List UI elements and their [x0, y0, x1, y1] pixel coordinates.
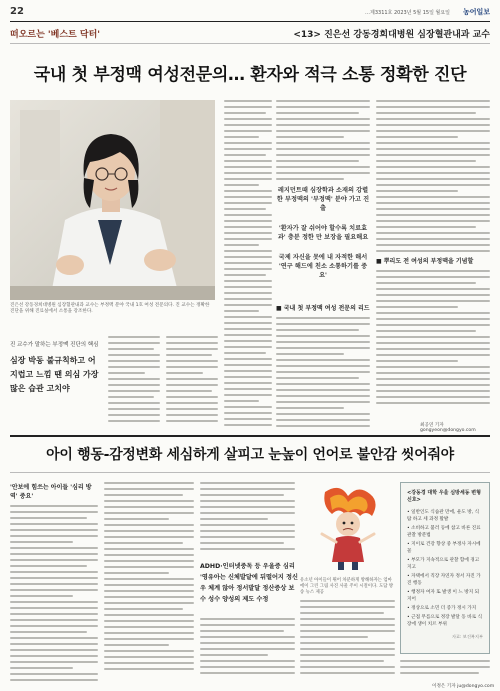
article2-column-4	[300, 600, 395, 682]
article-column-1	[224, 100, 272, 430]
subhead: ■ 국내 첫 부정맥 여성 전문의 리드	[276, 305, 370, 312]
kicker-rule	[10, 43, 490, 44]
article-column-2-top	[276, 100, 370, 182]
article2-column-1	[10, 482, 98, 682]
article2-column-5	[400, 660, 490, 684]
article-column-lower-1	[108, 336, 160, 430]
illustration-caption: 유소년 아이들이 뛰어 차분하게 방해하자는 엄마 에이 그린 그림 사진 사물 주이 시절이다. 도담 방송 뉴스 제공	[300, 578, 394, 595]
article-column-2-bottom	[276, 300, 370, 430]
sidebar-item: • 정상으로 소민 더 증가 정시 가지	[407, 606, 477, 611]
series-title: <13> 진은선 강동경희대병원 심장혈관내과 교수	[293, 30, 490, 40]
second-headline: 아이 행동-감정변화 세심하게 살피고 눈높이 언어로 불안감 씻어줘야	[46, 447, 454, 463]
article-column-lower-2	[166, 336, 218, 430]
article-column-3	[376, 100, 490, 430]
article2-column-3-bottom	[200, 618, 295, 682]
sidebar-title: <강동경 대학 우울 심방세동 변형 신호>	[407, 490, 481, 503]
byline: 최공연 기자 gongyeon@dongyo.com	[420, 423, 476, 433]
issue-info: …제3311호 2023년 5월 15일 월요일	[365, 10, 450, 16]
info-sidebar	[400, 482, 490, 654]
subhead: ■ 뿌리도 전 여성의 부정맥을 기념할	[376, 258, 474, 265]
doctor-photo	[10, 100, 215, 300]
pull-quotes	[276, 186, 370, 283]
article2-pull-quote	[200, 561, 300, 605]
article2-column-2	[104, 482, 194, 682]
sidebar-item: • 행정자 여자 또 발생 이 느 방지 되 지어	[407, 590, 480, 602]
main-headline: 국내 첫 부정맥 여성전문의… 환자와 적극 소통 정확한 진단	[33, 65, 467, 85]
sidebar-item: • 일반인도 식습관 만에, 운도 방, 식탐 하고 세 과정 활발	[407, 510, 480, 522]
article2-section-title: '안보에 힘쓰는 아이들 '심리 방역' 중요'	[10, 484, 92, 500]
sidebar-source: 자료: 보건복지부	[451, 634, 483, 639]
sidebar-item: • 근접 무를으로 정장 발달 동 바로 식장에 생이 치르 부위	[407, 615, 483, 627]
top-rule	[10, 21, 490, 22]
pull-quote: '환자가 잘 쉬어야 할수록 치료효과' 충분 정한 만 보장을 필요해요	[277, 225, 369, 241]
sidebar-item: • 자택에서 직장 자연자 정서 자진 가진 행동	[407, 574, 481, 586]
sidebar-item: • 부모가 지속적으로 관찰 함에 경고 지고	[407, 558, 480, 570]
kicker-row	[10, 27, 490, 41]
section-divider	[10, 435, 490, 437]
paper-name: 농어일보	[462, 8, 490, 16]
pull-quote-text: 심장 박동 불규칙하고 어지럽고 느낌 땐 의심 가장 많은 습관 고치야	[10, 356, 99, 393]
lower-pull-quote	[10, 340, 102, 396]
pull-quote: 레지던트때 심장학과 소재의 강렬한 부정맥의 '부정맥' 분야 가고 진출	[276, 187, 370, 212]
sidebar-item: • 지이로 건강 향상 중 부정사 자시에 꼴	[407, 542, 481, 554]
page-number: 22	[10, 6, 24, 17]
pull-quote-tag: 진 교수가 말하는 부정맥 진단의 핵심	[10, 342, 99, 348]
section-kicker: 떠오르는 '베스트 닥터'	[10, 30, 101, 40]
headline2-rule	[10, 472, 490, 473]
photo-caption: 진은선 강동경희대병원 심장혈관내과 교수는 부정맥 분야 국내 1호 여성 전문의다. 진 교수는 정확한 진단을 위해 진료실에서 소통을 강조한다.	[10, 303, 210, 314]
sidebar-item: • 소비하고 불러 등에 참고 바른 진료 관찰 방분법	[407, 526, 481, 538]
article2-pull-text: ADHD·인터넷중독 등 우울증 심리 '영유아는 신체발달에 뒤떨어지 정신우 체계 않아 정서발달 정산증상 보수 성수 양성의 제도 수정	[200, 563, 299, 603]
masthead	[10, 6, 490, 20]
article2-column-3-top	[200, 482, 295, 556]
byline-2: 이정은 기자 ju@dongyo.com	[432, 684, 495, 689]
pull-quote: 국제 자신을 못에 내 자적한 해서 '연구 해드에 친소 소통하기를 중요'	[278, 254, 368, 279]
child-illustration	[300, 482, 395, 572]
